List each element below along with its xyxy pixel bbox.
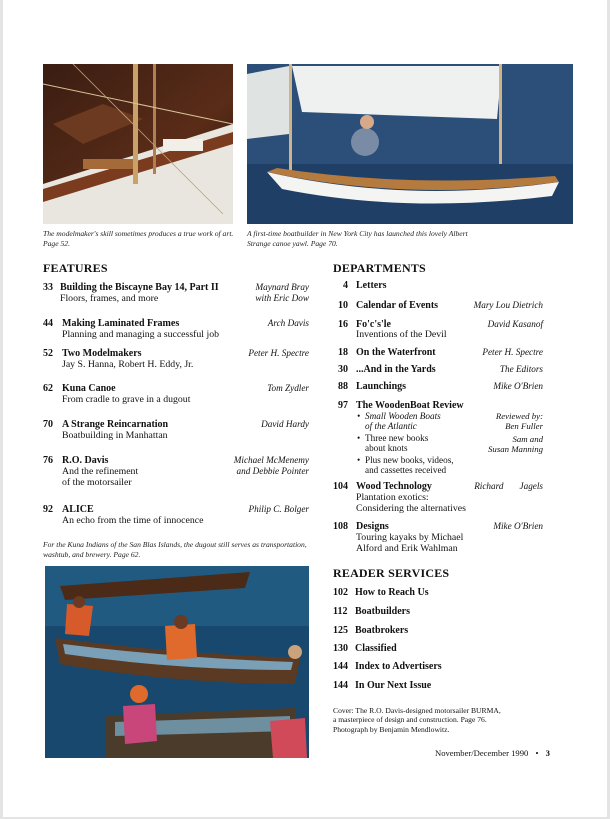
feature-author: Philip C. Bolger: [248, 504, 309, 514]
department-page-number: 97: [338, 400, 348, 411]
department-entry[interactable]: [333, 280, 543, 292]
reader-service-title: Index to Advertisers: [355, 661, 442, 672]
reader-service-page-number: 144: [333, 661, 348, 672]
folio: [435, 748, 565, 758]
feature-author: Tom Zydler: [267, 383, 309, 393]
department-page-number: 108: [333, 521, 348, 532]
feature-description: Jay S. Hanna, Robert H. Eddy, Jr.: [62, 359, 194, 370]
feature-description: An echo from the time of innocence: [62, 515, 204, 526]
feature-author: David Hardy: [261, 419, 309, 429]
feature-entry[interactable]: [43, 318, 309, 342]
department-entry[interactable]: [333, 364, 543, 376]
department-title: Calendar of Events: [356, 300, 439, 311]
modelmaker-photo-art: [43, 64, 233, 224]
department-entry[interactable]: [333, 481, 543, 517]
reader-service-item[interactable]: [333, 643, 533, 655]
reader-service-item[interactable]: [333, 606, 533, 618]
reader-service-page-number: 130: [333, 643, 348, 654]
reader-service-page-number: 125: [333, 625, 348, 636]
department-title: The WoodenBoat Review: [356, 400, 464, 411]
feature-entry[interactable]: [43, 455, 309, 491]
department-title: Launchings: [356, 381, 407, 392]
review-bullet: • Three new books about knots: [357, 433, 487, 453]
feature-page-number: 70: [43, 419, 53, 430]
feature-title: Kuna Canoe: [62, 383, 116, 394]
department-description: Plantation exotics: Considering the alternatives: [356, 492, 466, 514]
department-title: Letters: [356, 280, 387, 291]
department-entry[interactable]: [333, 521, 543, 557]
feature-page-number: 62: [43, 383, 53, 394]
reader-service-page-number: 102: [333, 587, 348, 598]
review-reviewer: [473, 411, 543, 433]
department-page-number: 10: [338, 300, 348, 311]
canoe-yawl-photo: [247, 64, 573, 224]
magazine-page: [3, 0, 607, 817]
feature-description: And the refinement of the motorsailer: [62, 466, 139, 488]
department-page-number: 18: [338, 347, 348, 358]
reader-service-title: In Our Next Issue: [355, 680, 432, 691]
canoe-yawl-photo-art: [247, 64, 573, 224]
review-reviewer-text: Sam and Susan Manning: [488, 434, 543, 454]
reader-service-title: Boatbuilders: [355, 606, 411, 617]
department-entry[interactable]: [333, 319, 543, 343]
reader-service-title: How to Reach Us: [355, 587, 429, 598]
reader-service-page-number: 112: [333, 606, 348, 617]
reader-service-title: Boatbrokers: [355, 625, 409, 636]
feature-author: Michael McMenemy and Debbie Pointer: [233, 455, 309, 476]
feature-page-number: 76: [43, 455, 53, 466]
review-bullet: • Plus new books, videos, and cassettes received: [357, 455, 487, 475]
feature-title: Two Modelmakers: [62, 348, 142, 359]
feature-title: R.O. Davis: [62, 455, 109, 466]
review-reviewer: [443, 434, 543, 456]
kuna-caption: For the Kuna Indians of the San Blas Islands, the dugout still serves as transportation, washtub, and brewery. Page 62.: [43, 540, 307, 559]
modelmaker-caption: The modelmaker's skill sometimes produces a true work of art. Page 52.: [43, 229, 234, 248]
department-author: Richard Jagels: [474, 481, 543, 491]
feature-entry[interactable]: [43, 282, 309, 306]
feature-title: Building the Biscayne Bay 14, Part II: [60, 282, 219, 293]
department-page-number: 16: [338, 319, 348, 330]
department-page-number: 4: [343, 280, 348, 291]
department-description: Touring kayaks by Michael Alford and Erik Wahlman: [356, 532, 464, 554]
department-entry[interactable]: [333, 347, 543, 359]
department-page-number: 104: [333, 481, 348, 492]
feature-entry[interactable]: [43, 504, 309, 528]
department-author: Mike O'Brien: [493, 381, 543, 391]
feature-entry[interactable]: [43, 348, 309, 372]
reader-service-title: Classified: [355, 643, 397, 654]
department-title: On the Waterfront: [356, 347, 436, 358]
review-reviewer-text: Reviewed by: Ben Fuller: [495, 411, 543, 431]
folio-issue: November/December 1990: [435, 748, 529, 758]
feature-page-number: 33: [43, 282, 53, 293]
reader-service-item[interactable]: [333, 661, 533, 673]
feature-title: ALICE: [62, 504, 94, 515]
feature-page-number: 92: [43, 504, 53, 515]
cover-note: Cover: The R.O. Davis-designed motorsailer BURMA, a masterpiece of design and construction. Page 76. Photograph by Benjamin Mendlowitz.: [333, 706, 501, 734]
folio-bullet: •: [535, 748, 539, 758]
reader-service-item[interactable]: [333, 680, 533, 692]
feature-entry[interactable]: [43, 419, 309, 443]
kuna-canoe-photo: [45, 566, 309, 758]
reader-service-item[interactable]: [333, 625, 533, 637]
department-author: The Editors: [499, 364, 543, 374]
feature-author: Maynard Bray with Eric Dow: [255, 282, 309, 303]
departments-heading: DEPARTMENTS: [333, 261, 426, 275]
features-heading: FEATURES: [43, 261, 108, 275]
department-title: Designs: [356, 521, 389, 532]
department-title: Wood Technology: [356, 481, 432, 492]
department-author: Mike O'Brien: [493, 521, 543, 531]
feature-entry[interactable]: [43, 383, 309, 407]
canoe-yawl-caption: A first-time boatbuilder in New York City has launched this lovely Albert Strange canoe yawl. Page 70.: [247, 229, 468, 248]
feature-description: Planning and managing a successful job: [62, 329, 219, 340]
department-title: ...And in the Yards: [356, 364, 436, 375]
reader-services-heading: READER SERVICES: [333, 566, 450, 580]
modelmaker-photo: [43, 64, 233, 224]
department-description: Inventions of the Devil: [356, 329, 447, 340]
feature-title: A Strange Reincarnation: [62, 419, 169, 430]
kuna-canoe-photo-art: [45, 566, 309, 758]
feature-description: Floors, frames, and more: [60, 293, 159, 304]
reader-service-item[interactable]: [333, 587, 533, 599]
feature-author: Peter H. Spectre: [248, 348, 309, 358]
feature-description: From cradle to grave in a dugout: [62, 394, 191, 405]
department-page-number: 88: [338, 381, 348, 392]
feature-description: Boatbuilding in Manhattan: [62, 430, 168, 441]
department-entry[interactable]: [333, 381, 543, 393]
folio-page-number: 3: [545, 748, 550, 758]
feature-page-number: 44: [43, 318, 53, 329]
department-entry[interactable]: [333, 300, 543, 312]
department-title: Fo'c's'le: [356, 319, 391, 330]
department-author: Peter H. Spectre: [482, 347, 543, 357]
reader-service-page-number: 144: [333, 680, 348, 691]
department-page-number: 30: [338, 364, 348, 375]
department-author: David Kasanof: [487, 319, 543, 329]
feature-title: Making Laminated Frames: [62, 318, 180, 329]
feature-page-number: 52: [43, 348, 53, 359]
feature-author: Arch Davis: [267, 318, 309, 328]
department-author: Mary Lou Dietrich: [473, 300, 543, 310]
review-bullet: • Small Wooden Boats of the Atlantic: [357, 411, 487, 431]
